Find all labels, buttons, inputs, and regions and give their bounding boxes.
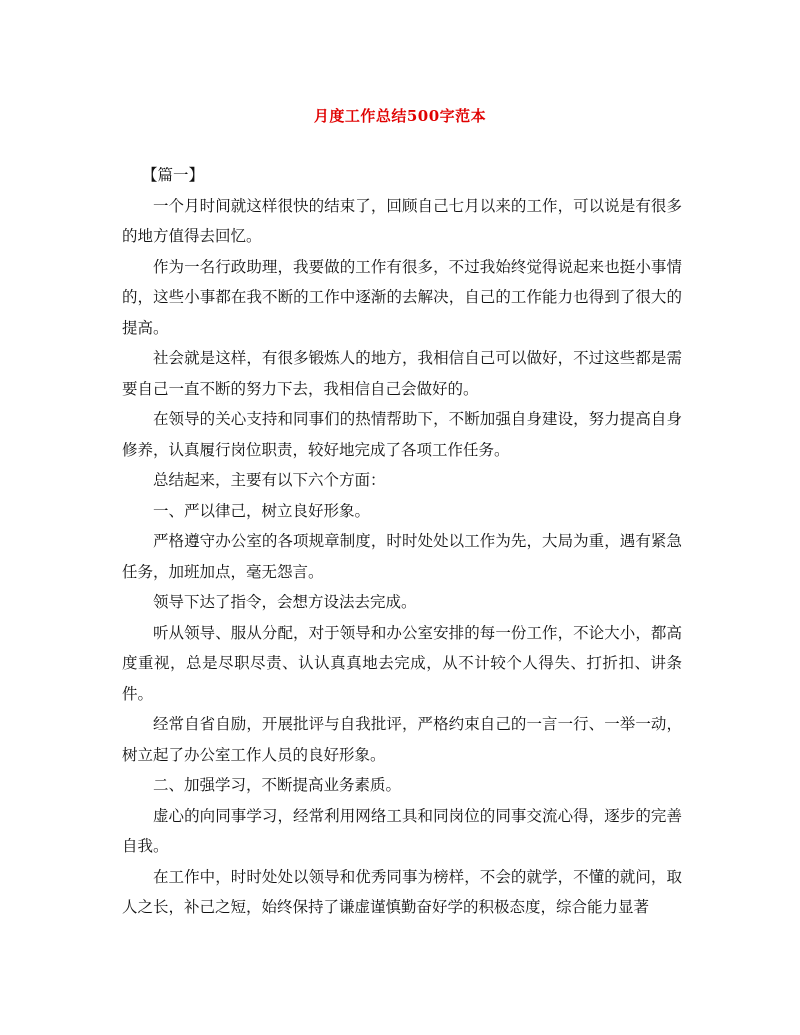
paragraph: 经常自省自励，开展批评与自我批评，严格约束自己的一言一行、一举一动，树立起了办公室工作人员的良好形象。 — [122, 715, 682, 764]
paragraph: 总结起来，主要有以下六个方面： — [153, 471, 386, 489]
section-tag: 【篇一】 — [142, 166, 205, 184]
paragraph: 听从领导、服从分配，对于领导和办公室安排的每一份工作，不论大小，都高度重视，总是尽职尽责、认认真真地去完成，从不计较个人得失、打折扣、讲条件。 — [122, 623, 682, 703]
section-heading: 二、加强学习，不断提高业务素质。 — [153, 776, 402, 794]
paragraph: 一个月时间就这样很快的结束了，回顾自己七月以来的工作，可以说是有很多的地方值得去回忆。 — [122, 196, 682, 245]
paragraph: 在工作中，时时处处以领导和优秀同事为榜样，不会的就学，不懂的就问，取人之长，补己之短，始终保持了谦虚谨慎勤奋好学的积极态度，综合能力显著 — [122, 867, 682, 916]
paragraph: 在领导的关心支持和同事们的热情帮助下，不断加强自身建设，努力提高自身修养，认真履行岗位职责，较好地完成了各项工作任务。 — [122, 410, 682, 459]
paragraph: 虚心的向同事学习，经常利用网络工具和同岗位的同事交流心得，逐步的完善自我。 — [122, 806, 682, 855]
paragraph: 严格遵守办公室的各项规章制度，时时处处以工作为先，大局为重，遇有紧急任务，加班加点，毫无怨言。 — [122, 532, 682, 581]
document-body — [122, 160, 682, 923]
paragraph: 作为一名行政助理，我要做的工作有很多，不过我始终觉得说起来也挺小事情的，这些小事都在我不断的工作中逐渐的去解决，自己的工作能力也得到了很大的提高。 — [122, 257, 682, 337]
section-heading: 一、严以律己，树立良好形象。 — [153, 501, 371, 520]
paragraph: 领导下达了指令，会想方设法去完成。 — [153, 593, 417, 611]
paragraph: 社会就是这样，有很多锻炼人的地方，我相信自己可以做好，不过这些都是需要自己一直不断的努力下去，我相信自己会做好的。 — [122, 349, 682, 398]
document-title: 月度工作总结500字范本 — [313, 107, 487, 125]
